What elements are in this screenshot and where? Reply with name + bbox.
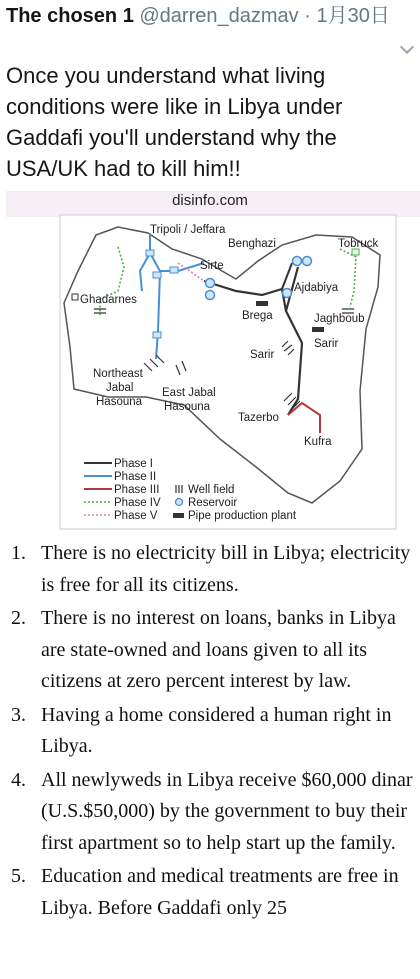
place-label-tazerbo: Tazerbo — [238, 412, 279, 424]
reservoir-icon — [283, 289, 292, 298]
place-label-ajdabiya: Ajdabiya — [294, 282, 339, 294]
timestamp-separator: · — [304, 5, 311, 27]
list-item-number: 4. — [11, 768, 26, 791]
author-handle[interactable]: @darren_dazmav — [139, 5, 299, 27]
claims-list — [8, 538, 416, 926]
tweet-timestamp[interactable]: 1月30日 — [316, 5, 390, 27]
reservoir-icon — [176, 499, 183, 506]
legend-label-phase-3: Phase III — [114, 484, 160, 496]
list-item — [8, 765, 416, 860]
reservoir-icon — [206, 291, 215, 300]
list-item-text: Having a home considered a human right in Libya. — [41, 703, 392, 757]
list-item-text: There is no electricity bill in Libya; electricity is free for all its citizens. — [41, 542, 411, 596]
place-label-ne-jabal-line-1: Northeast — [93, 368, 143, 380]
reservoir-icon — [206, 279, 215, 288]
pipe-plant-icon — [312, 327, 324, 332]
place-label-e-jabal-line-1: East Jabal — [162, 387, 216, 399]
place-label-tobruck: Tobruck — [338, 238, 379, 250]
chevron-down-icon[interactable] — [400, 40, 414, 54]
list-item — [8, 603, 416, 698]
libya-water-map — [0, 191, 420, 531]
reservoir-icon — [303, 257, 312, 266]
image-source-text: disinfo.com — [172, 192, 248, 209]
legend-label-pipe-plant: Pipe production plant — [188, 510, 297, 522]
place-label-ne-jabal-line-2: Jabal — [106, 382, 134, 394]
list-item-text: All newlyweds in Libya receive $60,000 dinar (U.S.$50,000) by the government to buy their first apartment so to help start up the family. — [41, 768, 413, 854]
place-label-benghazi: Benghazi — [228, 238, 276, 250]
list-item-number: 5. — [11, 865, 26, 887]
junction-node — [146, 250, 154, 256]
place-label-tripoli: Tripoli / Jeffara — [150, 224, 226, 236]
place-label-jaghboub: Jaghboub — [314, 313, 365, 325]
junction-node — [153, 272, 161, 278]
list-item-text: Education and medical treatments are free in Libya. Before Gaddafi only 25 — [41, 865, 399, 919]
place-label-ne-jabal-line-3: Hasouna — [96, 396, 143, 408]
legend-label-phase-4: Phase IV — [114, 497, 161, 509]
list-item-number: 2. — [11, 607, 26, 629]
place-label-brega: Brega — [242, 310, 273, 322]
legend-label-phase-5: Phase V — [114, 510, 158, 522]
list-item-number: 3. — [11, 703, 26, 726]
place-label-sarir-east: Sarir — [314, 338, 339, 350]
legend-label-phase-1: Phase I — [114, 458, 153, 470]
list-item-number: 1. — [11, 542, 26, 564]
junction-node — [170, 267, 178, 273]
place-label-kufra: Kufra — [304, 436, 332, 448]
junction-node — [153, 332, 161, 338]
list-item-text: There is no interest on loans, banks in Libya are state-owned and loans given to all its citizens at zero percent interest by law. — [41, 607, 396, 692]
place-label-ghadarnes: Ghadarnes — [80, 294, 137, 306]
pipe-plant-icon — [173, 513, 184, 518]
legend-label-reservoir: Reservoir — [188, 497, 238, 509]
place-label-sarir-west: Sarir — [250, 349, 275, 361]
tweet-header — [6, 2, 414, 58]
ghadarnes-marker — [72, 294, 78, 300]
list-item — [8, 700, 416, 763]
reservoir-icon — [293, 257, 302, 266]
list-item — [8, 538, 416, 601]
pipe-plant-icon — [256, 301, 268, 306]
place-label-sirte: Sirte — [200, 260, 224, 272]
list-item — [8, 861, 416, 924]
place-label-e-jabal-line-2: Hasouna — [164, 401, 211, 413]
legend-label-phase-2: Phase II — [114, 471, 157, 483]
author-name[interactable]: The chosen 1 — [6, 5, 134, 27]
legend-label-well-field: Well field — [188, 484, 235, 496]
tweet-image[interactable] — [0, 191, 420, 979]
tweet-text: Once you understand what living conditions were like in Libya under Gaddafi you'll understand why the USA/UK had to kill him!! — [6, 63, 343, 181]
